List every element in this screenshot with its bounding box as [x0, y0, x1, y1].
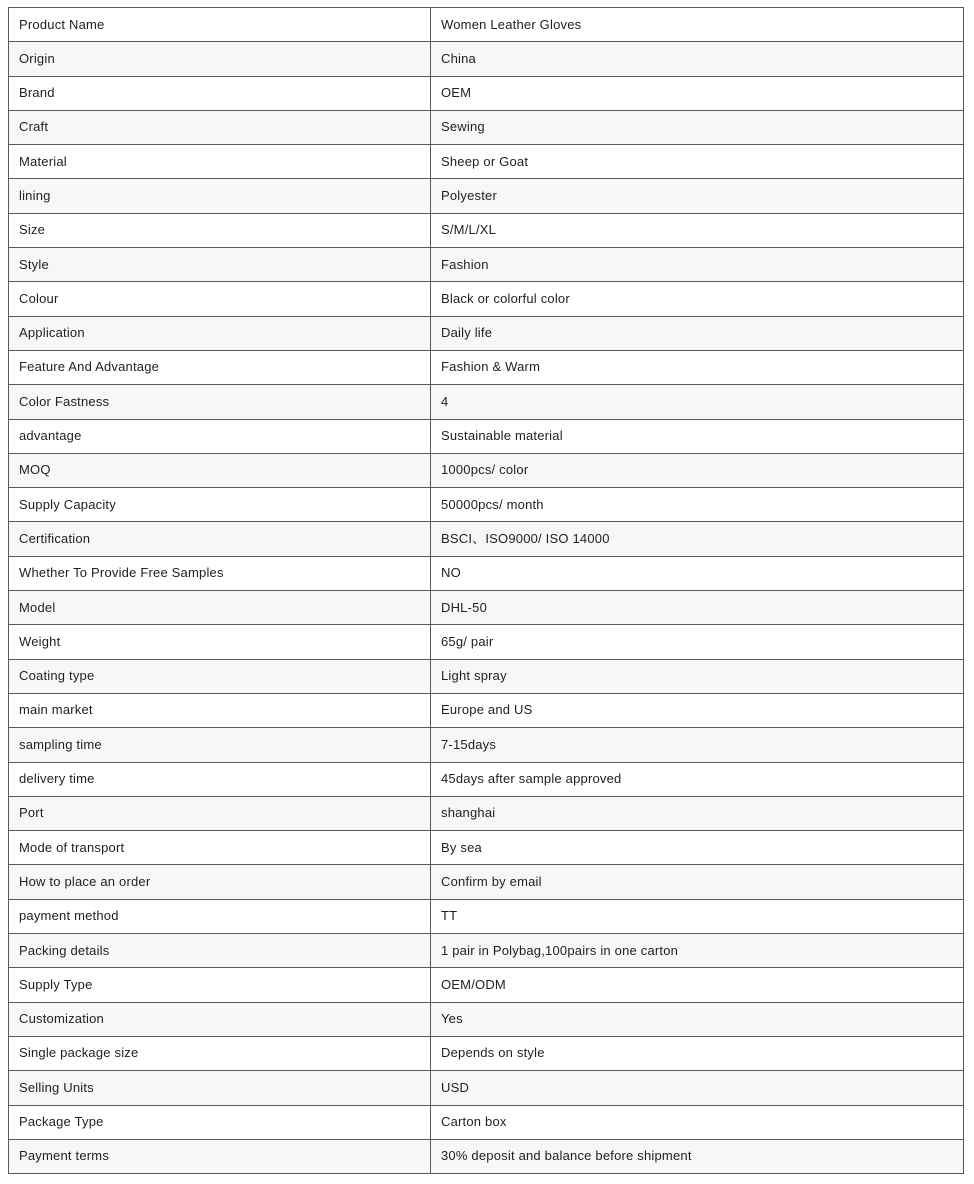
spec-label: Product Name	[9, 8, 431, 42]
table-row	[9, 488, 964, 522]
table-row	[9, 145, 964, 179]
table-row	[9, 316, 964, 350]
table-row	[9, 1139, 964, 1173]
spec-label: Whether To Provide Free Samples	[9, 556, 431, 590]
spec-value: 45days after sample approved	[431, 762, 964, 796]
spec-label: Model	[9, 591, 431, 625]
spec-value: Carton box	[431, 1105, 964, 1139]
table-row	[9, 453, 964, 487]
spec-value: Light spray	[431, 659, 964, 693]
spec-value: DHL-50	[431, 591, 964, 625]
spec-label: Package Type	[9, 1105, 431, 1139]
table-row	[9, 213, 964, 247]
table-row	[9, 419, 964, 453]
spec-label: Craft	[9, 110, 431, 144]
table-row	[9, 248, 964, 282]
table-row	[9, 556, 964, 590]
spec-value: China	[431, 42, 964, 76]
table-row	[9, 831, 964, 865]
spec-value: 1000pcs/ color	[431, 453, 964, 487]
spec-value: shanghai	[431, 796, 964, 830]
spec-label: Port	[9, 796, 431, 830]
spec-label: advantage	[9, 419, 431, 453]
table-row	[9, 522, 964, 556]
table-row	[9, 385, 964, 419]
spec-label: Selling Units	[9, 1071, 431, 1105]
spec-value: 7-15days	[431, 728, 964, 762]
table-row	[9, 625, 964, 659]
table-row	[9, 1036, 964, 1070]
spec-value: BSCI、ISO9000/ ISO 14000	[431, 522, 964, 556]
spec-value: OEM	[431, 76, 964, 110]
table-row	[9, 1002, 964, 1036]
spec-label: Single package size	[9, 1036, 431, 1070]
spec-label: Style	[9, 248, 431, 282]
spec-value: Black or colorful color	[431, 282, 964, 316]
table-row	[9, 865, 964, 899]
table-row	[9, 968, 964, 1002]
table-row	[9, 728, 964, 762]
spec-value: NO	[431, 556, 964, 590]
spec-label: Colour	[9, 282, 431, 316]
table-row	[9, 282, 964, 316]
spec-value: USD	[431, 1071, 964, 1105]
spec-label: lining	[9, 179, 431, 213]
spec-value: TT	[431, 899, 964, 933]
spec-value: 30% deposit and balance before shipment	[431, 1139, 964, 1173]
spec-value: Confirm by email	[431, 865, 964, 899]
spec-label: Customization	[9, 1002, 431, 1036]
spec-value: Fashion	[431, 248, 964, 282]
table-row	[9, 762, 964, 796]
table-row	[9, 796, 964, 830]
spec-value: Daily life	[431, 316, 964, 350]
spec-value: Sewing	[431, 110, 964, 144]
spec-label: How to place an order	[9, 865, 431, 899]
spec-table-body	[9, 8, 964, 1174]
spec-value: Fashion & Warm	[431, 350, 964, 384]
spec-label: Weight	[9, 625, 431, 659]
spec-label: Payment terms	[9, 1139, 431, 1173]
table-row	[9, 350, 964, 384]
spec-value: Depends on style	[431, 1036, 964, 1070]
table-row	[9, 179, 964, 213]
spec-label: Application	[9, 316, 431, 350]
spec-value: Yes	[431, 1002, 964, 1036]
spec-label: Material	[9, 145, 431, 179]
spec-value: 50000pcs/ month	[431, 488, 964, 522]
table-row	[9, 1071, 964, 1105]
table-row	[9, 693, 964, 727]
spec-value: 65g/ pair	[431, 625, 964, 659]
spec-value: By sea	[431, 831, 964, 865]
spec-label: Mode of transport	[9, 831, 431, 865]
spec-value: Europe and US	[431, 693, 964, 727]
spec-label: sampling time	[9, 728, 431, 762]
spec-label: delivery time	[9, 762, 431, 796]
spec-value: Women Leather Gloves	[431, 8, 964, 42]
spec-label: Color Fastness	[9, 385, 431, 419]
spec-label: Origin	[9, 42, 431, 76]
spec-value: 1 pair in Polybag,100pairs in one carton	[431, 934, 964, 968]
spec-label: Brand	[9, 76, 431, 110]
table-row	[9, 110, 964, 144]
spec-label: Coating type	[9, 659, 431, 693]
table-row	[9, 1105, 964, 1139]
spec-label: main market	[9, 693, 431, 727]
spec-value: OEM/ODM	[431, 968, 964, 1002]
spec-value: 4	[431, 385, 964, 419]
product-spec-table	[8, 7, 964, 1174]
table-row	[9, 42, 964, 76]
spec-label: Size	[9, 213, 431, 247]
table-row	[9, 659, 964, 693]
spec-label: MOQ	[9, 453, 431, 487]
spec-value: S/M/L/XL	[431, 213, 964, 247]
table-row	[9, 899, 964, 933]
spec-value: Sustainable material	[431, 419, 964, 453]
spec-value: Polyester	[431, 179, 964, 213]
spec-label: Supply Type	[9, 968, 431, 1002]
table-row	[9, 934, 964, 968]
spec-value: Sheep or Goat	[431, 145, 964, 179]
table-row	[9, 591, 964, 625]
spec-label: payment method	[9, 899, 431, 933]
table-row	[9, 76, 964, 110]
spec-label: Supply Capacity	[9, 488, 431, 522]
spec-label: Certification	[9, 522, 431, 556]
spec-label: Packing details	[9, 934, 431, 968]
table-row	[9, 8, 964, 42]
spec-label: Feature And Advantage	[9, 350, 431, 384]
